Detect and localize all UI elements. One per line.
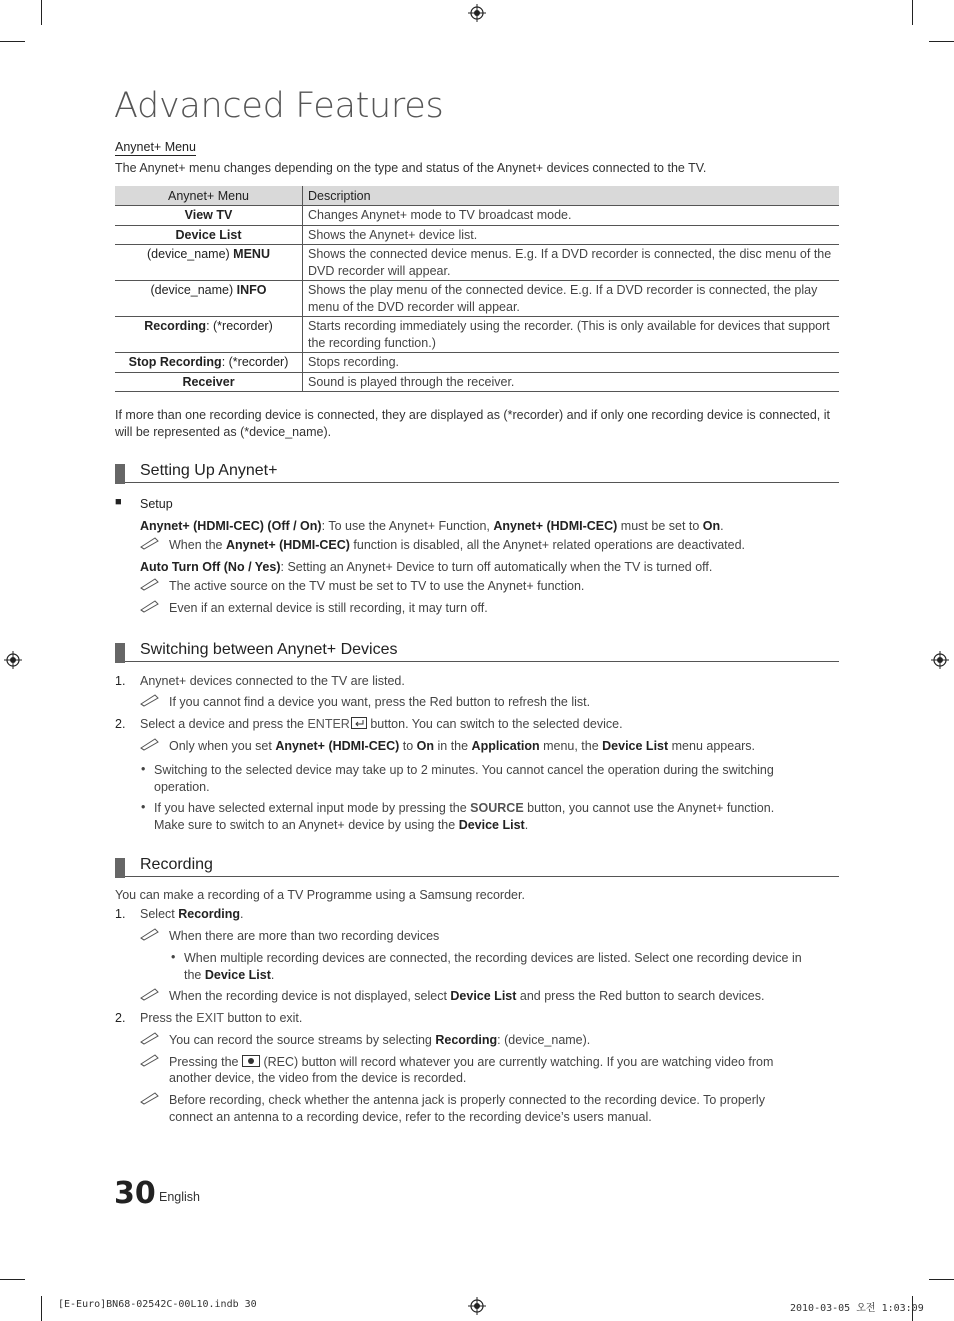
after-table-paragraph: If more than one recording device is connected, they are displayed as (*recorder) and if only one recording device is connected, it will be represented as (*device_name). — [115, 408, 830, 439]
recording-step-1: Select Recording. — [140, 907, 244, 921]
page-language: English — [159, 1190, 200, 1204]
table-row — [115, 206, 839, 226]
page-title: Advanced Features — [114, 86, 444, 126]
crop-mark — [0, 41, 25, 42]
menu-cell: Recording: (*recorder) — [115, 317, 303, 353]
menu-cell: View TV — [115, 206, 303, 226]
setup-line-1: Anynet+ (HDMI-CEC) (Off / On): To use the Anynet+ Function, Anynet+ (HDMI-CEC) must be set to On. — [140, 519, 724, 533]
section-switching — [115, 641, 839, 662]
note-pencil-icon — [140, 577, 160, 591]
recording-bullet: When multiple recording devices are connected, the recording devices are listed. Select one recording device in — [184, 951, 802, 965]
crop-mark — [929, 1279, 954, 1280]
enter-key-icon — [351, 717, 367, 729]
note-pencil-icon — [140, 599, 160, 613]
section-title: Switching between Anynet+ Devices — [140, 641, 398, 658]
bullet-dot: • — [171, 950, 176, 964]
description-cell: Starts recording immediately using the recorder. (This is only available for devices that support the recording function.) — [303, 317, 840, 353]
rec-button-icon — [242, 1055, 260, 1067]
table-row — [115, 353, 839, 373]
step-number: 2. — [115, 717, 126, 731]
section-title: Recording — [140, 856, 213, 873]
section-bar — [115, 858, 125, 878]
table-row — [115, 281, 839, 317]
switch-step-2-note: Only when you set Anynet+ (HDMI-CEC) to On in the Application menu, the Device List menu appears. — [169, 739, 756, 753]
note-pencil-icon — [140, 536, 160, 550]
description-cell: Shows the connected device menus. E.g. If a DVD recorder is connected, the disc menu of the DVD recorder will appear. — [303, 245, 840, 281]
crop-mark — [41, 0, 42, 25]
registration-mark-icon — [468, 1297, 486, 1315]
menu-cell: (device_name) MENU — [115, 245, 303, 281]
switch-step-2: Select a device and press the ENTER button. You can switch to the selected device. — [140, 717, 623, 731]
registration-mark-icon — [468, 4, 486, 22]
registration-mark-icon — [4, 651, 22, 669]
table-row — [115, 225, 839, 245]
anynet-menu-table — [115, 186, 839, 392]
table-header-row — [115, 186, 839, 206]
switch-bullet-1: Switching to the selected device may take up to 2 minutes. You cannot cancel the operation during the switching — [154, 763, 774, 777]
note-pencil-icon — [140, 1091, 160, 1105]
recording-note-2: When the recording device is not displayed, select Device List and press the Red button to search devices. — [169, 989, 765, 1003]
table-header-menu: Anynet+ Menu — [115, 186, 303, 206]
square-bullet: ■ — [115, 496, 122, 508]
section-setting-up — [115, 462, 839, 483]
note-pencil-icon — [140, 927, 160, 941]
recording-intro: You can make a recording of a TV Programme using a Samsung recorder. — [115, 888, 525, 902]
note-pencil-icon — [140, 1053, 160, 1067]
switch-step-1-note: If you cannot find a device you want, press the Red button to refresh the list. — [169, 695, 591, 709]
section-bar — [115, 464, 125, 484]
setup-line-2: Auto Turn Off (No / Yes): Setting an Anynet+ Device to turn off automatically when the TV is turned off. — [140, 560, 713, 574]
recording-step-2: Press the EXIT button to exit. — [140, 1011, 303, 1025]
switch-bullet-1-cont: operation. — [154, 780, 210, 794]
subheading-anynet-menu: Anynet+ Menu — [115, 140, 196, 154]
description-cell: Stops recording. — [303, 353, 840, 373]
crop-mark — [41, 1296, 42, 1321]
table-row — [115, 372, 839, 392]
recording-note-4-cont: another device, the video from the device is recorded. — [169, 1071, 467, 1085]
table-header-description: Description — [303, 186, 840, 206]
page-number: 30 — [114, 1176, 156, 1211]
switch-step-1: Anynet+ devices connected to the TV are listed. — [140, 674, 405, 688]
note-pencil-icon — [140, 987, 160, 1001]
switch-bullet-2-cont: Make sure to switch to an Anynet+ device by using the Device List. — [154, 818, 529, 832]
setup-note-1: When the Anynet+ (HDMI-CEC) function is disabled, all the Anynet+ related operations are deactivated. — [169, 538, 746, 552]
description-cell: Sound is played through the receiver. — [303, 372, 840, 392]
step-number: 1. — [115, 674, 126, 688]
description-cell: Shows the play menu of the connected device. E.g. If a DVD recorder is connected, the play menu of the DVD recorder will appear. — [303, 281, 840, 317]
section-recording — [115, 856, 839, 877]
note-pencil-icon — [140, 1031, 160, 1045]
intro-paragraph: The Anynet+ menu changes depending on the type and status of the Anynet+ devices connected to the TV. — [115, 161, 707, 175]
recording-bullet-cont: the Device List. — [184, 968, 275, 982]
recording-note-5: Before recording, check whether the antenna jack is properly connected to the recording device. To properly — [169, 1093, 765, 1107]
setup-note-3: Even if an external device is still recording, it may turn off. — [169, 601, 488, 615]
note-pencil-icon — [140, 693, 160, 707]
setup-note-2: The active source on the TV must be set to TV to use the Anynet+ function. — [169, 579, 585, 593]
crop-mark — [0, 1279, 25, 1280]
registration-mark-icon — [931, 651, 949, 669]
switch-bullet-2: If you have selected external input mode by pressing the SOURCE button, you cannot use the Anynet+ function. — [154, 801, 775, 815]
recording-note-5-cont: connect an antenna to a recording device, refer to the recording device’s users manual. — [169, 1110, 652, 1124]
step-number: 1. — [115, 907, 126, 921]
table-row — [115, 317, 839, 353]
section-bar — [115, 643, 125, 663]
footer-timestamp: 2010-03-05 오전 1:03:09 — [790, 1303, 924, 1314]
menu-cell: Receiver — [115, 372, 303, 392]
recording-note-4: Pressing the (REC) button will record whatever you are currently watching. If you are watching video from — [169, 1055, 774, 1069]
recording-note-1: When there are more than two recording devices — [169, 929, 440, 943]
crop-mark — [912, 0, 913, 25]
recording-note-3: You can record the source streams by selecting Recording: (device_name). — [169, 1033, 591, 1047]
menu-cell: Stop Recording: (*recorder) — [115, 353, 303, 373]
description-cell: Shows the Anynet+ device list. — [303, 225, 840, 245]
table-row — [115, 245, 839, 281]
description-cell: Changes Anynet+ mode to TV broadcast mode. — [303, 206, 840, 226]
footer-file-info: [E-Euro]BN68-02542C-00L10.indb 30 — [58, 1299, 257, 1310]
bullet-dot: • — [141, 762, 146, 776]
setup-label: Setup — [140, 497, 173, 511]
section-title: Setting Up Anynet+ — [140, 462, 278, 479]
menu-cell: Device List — [115, 225, 303, 245]
menu-cell: (device_name) INFO — [115, 281, 303, 317]
crop-mark — [929, 41, 954, 42]
step-number: 2. — [115, 1011, 126, 1025]
note-pencil-icon — [140, 737, 160, 751]
bullet-dot: • — [141, 800, 146, 814]
